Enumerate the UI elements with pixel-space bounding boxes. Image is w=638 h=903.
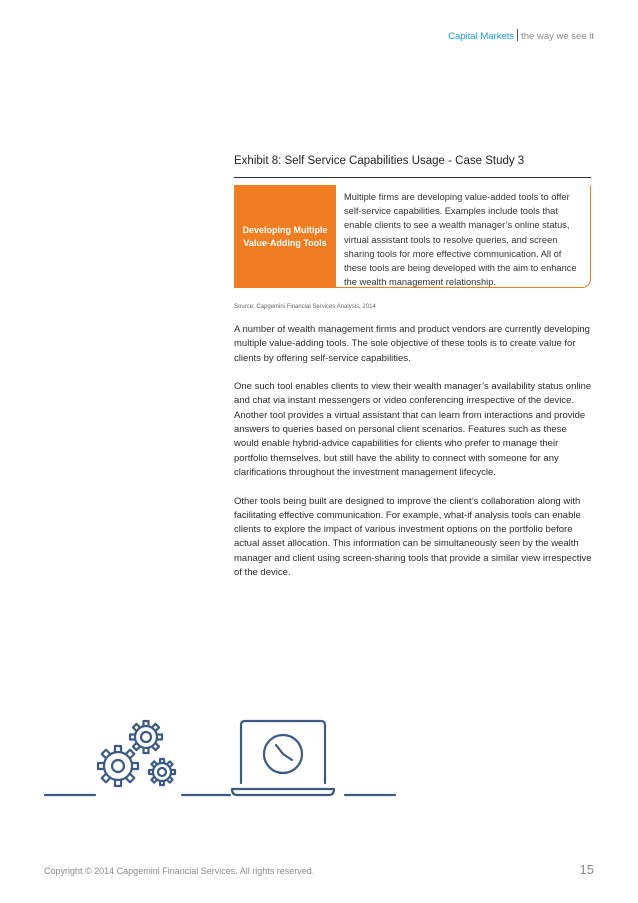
body-paragraph: Other tools being built are designed to improve the client’s collaboration along with facilitating effective communication. For example, what-if analysis tools can enable clients to explore the impact of various investment options on the portfolio before actual asset allocation. This information can be simultaneously seen by the wealth manager and client using screen-sharing tools that provide a similar view irrespective of the device.	[234, 495, 592, 579]
header-separator	[517, 29, 518, 41]
header-tagline: the way we see it	[521, 31, 594, 42]
body-text	[234, 323, 594, 595]
laptop-clock-icon	[232, 721, 334, 795]
exhibit-divider	[234, 177, 591, 178]
footer-copyright: Copyright © 2014 Capgemini Financial Services. All rights reserved.	[44, 866, 315, 876]
header-brand: Capital Markets	[448, 31, 515, 42]
exhibit-source: Source: Capgemini Financial Services Analysis, 2014	[234, 304, 376, 310]
body-paragraph: A number of wealth management firms and product vendors are currently developing multiple value-adding tools. The sole objective of these tools is to create value for clients by offering self-service capabilities.	[234, 324, 590, 364]
page-number: 15	[579, 862, 594, 877]
page-header	[448, 29, 594, 42]
gears-icon	[98, 721, 175, 786]
exhibit-description: Multiple firms are developing value-added tools to offer self-service capabilities. Examples include tools that enable clients to see a wealth manager’s online status, virtual assistant tools to resolve queries, and screen sharing tools for more effective communication. All of these tools are being developed with the aim to enhance the wealth management relationship.	[344, 192, 577, 288]
exhibit-label-box	[234, 185, 336, 288]
exhibit-callout	[336, 185, 591, 288]
exhibit-title: Exhibit 8: Self Service Capabilities Usage - Case Study 3	[234, 155, 525, 167]
body-paragraph: One such tool enables clients to view their wealth manager’s availability status online and chat via instant messengers or video conferencing irrespective of the device. Another tool provides a virtual assistant that can learn from interactions and provide answers to queries based on personal client scenarios. Features such as these would enable hybrid-advice capabilities for clients who prefer to manage their portfolio themselves, but still have the ability to connect with someone for any clarifications throughout the investment management lifecycle.	[234, 381, 592, 478]
illustration	[40, 705, 400, 805]
exhibit-label-text: Developing Multiple Value-Adding Tools	[242, 224, 328, 248]
